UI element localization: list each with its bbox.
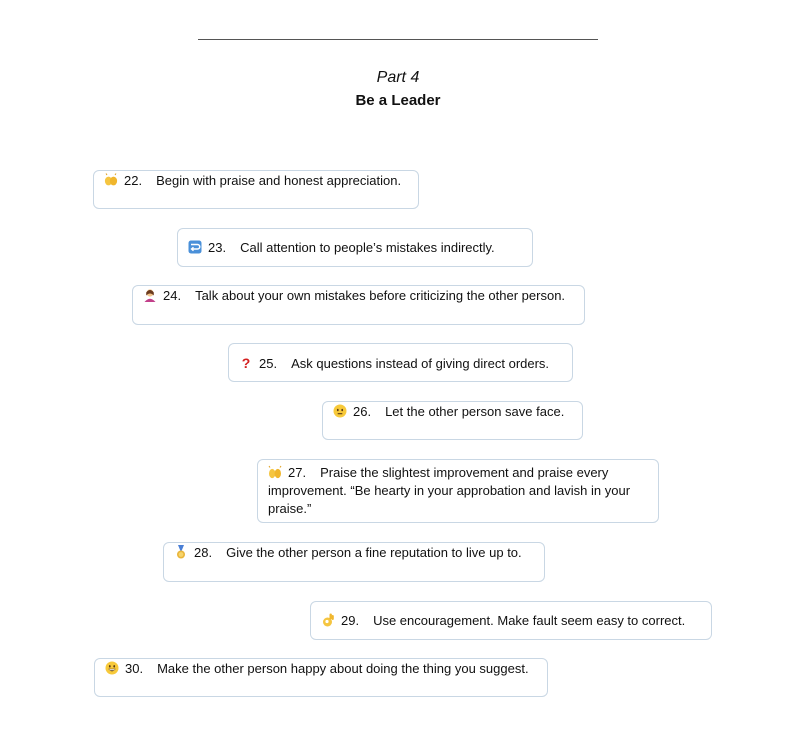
- principle-number: 26.: [353, 404, 372, 419]
- grinning-face-icon: [105, 661, 119, 675]
- principle-number: 22.: [124, 173, 143, 188]
- principle-number: 23.: [208, 240, 227, 255]
- principle-text: Let the other person save face.: [385, 404, 565, 419]
- principle-text: Praise the slightest improvement and praise every improvement. “Be hearty in your approbation and lavish in your praise.”: [268, 465, 631, 516]
- principle-text: Begin with praise and honest appreciation.: [156, 173, 402, 188]
- part-label: Part 4: [376, 69, 420, 86]
- principle-number: 29.: [341, 613, 360, 628]
- principle-card-23: [177, 228, 533, 267]
- medal-icon: [174, 545, 188, 559]
- principle-number: 30.: [125, 661, 144, 676]
- return-arrow-icon: [188, 240, 202, 254]
- question-mark-icon: ?: [241, 355, 251, 371]
- principle-card-28: [163, 542, 545, 582]
- clapping-hands-icon: [104, 173, 118, 187]
- principle-card-22: [93, 170, 419, 209]
- person-shrugging-icon: [143, 288, 157, 302]
- ok-hand-icon: [321, 613, 335, 627]
- top-divider: [198, 39, 598, 40]
- neutral-face-icon: [333, 404, 347, 418]
- principle-card-25: [228, 343, 573, 382]
- principle-text: Make the other person happy about doing the thing you suggest.: [157, 661, 529, 676]
- principle-text: Ask questions instead of giving direct orders.: [291, 356, 550, 371]
- principle-card-29: [310, 601, 712, 640]
- principle-text: Talk about your own mistakes before criticizing the other person.: [195, 288, 566, 303]
- principle-number: 24.: [163, 288, 182, 303]
- page-title: Be a Leader: [355, 92, 441, 109]
- principle-number: 28.: [194, 545, 213, 560]
- principle-card-24: [132, 285, 585, 325]
- principle-number: 27.: [288, 465, 307, 480]
- principle-card-27: [257, 459, 659, 523]
- principle-text: Give the other person a fine reputation to live up to.: [226, 545, 522, 560]
- principle-number: 25.: [259, 356, 278, 371]
- raising-hands-icon: [268, 465, 282, 479]
- principle-text: Use encouragement. Make fault seem easy to correct.: [373, 613, 686, 628]
- principle-text: Call attention to people’s mistakes indirectly.: [240, 240, 495, 255]
- principle-card-26: [322, 401, 583, 440]
- principle-card-30: [94, 658, 548, 697]
